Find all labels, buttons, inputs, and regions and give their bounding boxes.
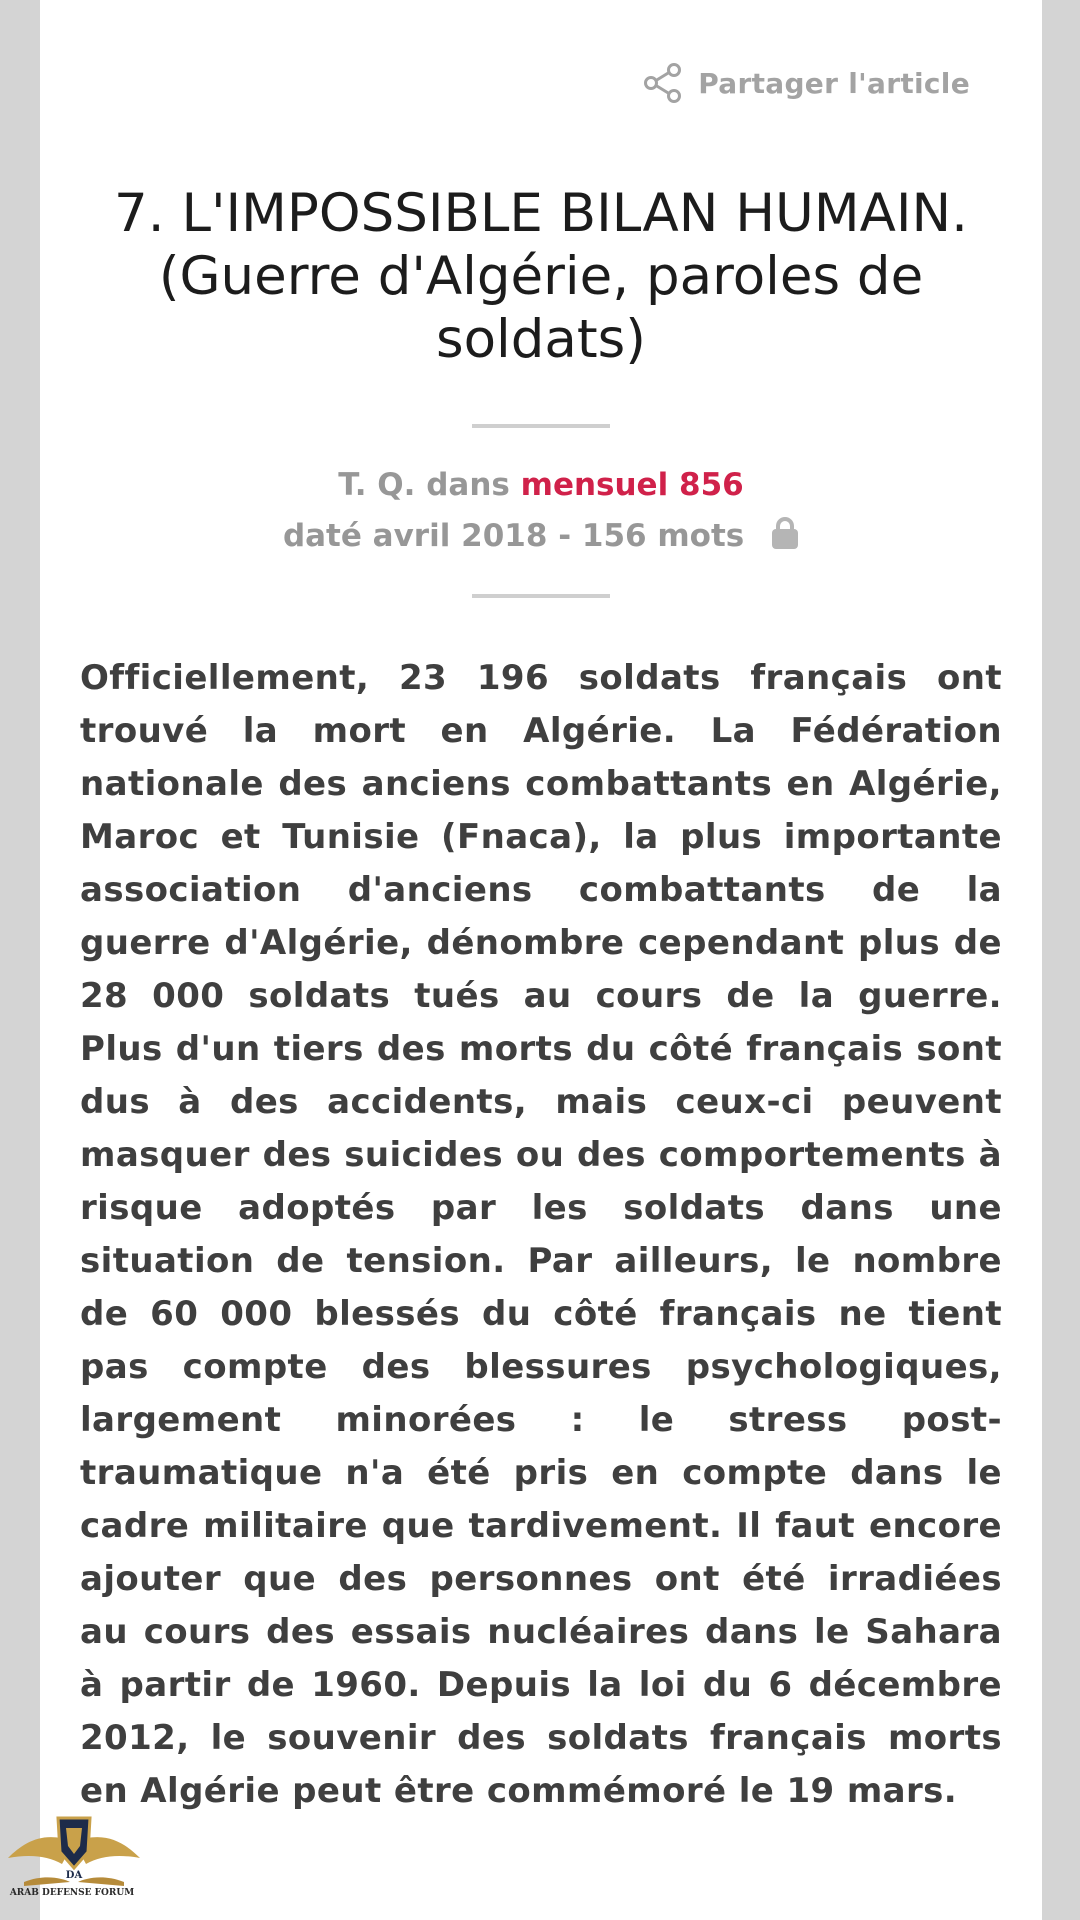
- date-and-wordcount: daté avril 2018 - 156 mots: [282, 518, 745, 554]
- issue-link[interactable]: mensuel 856: [520, 467, 744, 503]
- share-icon: [642, 62, 684, 104]
- article-title: 7. L'IMPOSSIBLE BILAN HUMAIN. (Guerre d'Algérie, paroles de soldats): [114, 183, 968, 370]
- share-label: Partager l'article: [698, 66, 970, 100]
- watermark-caption: ARAB DEFENSE FORUM: [9, 1888, 135, 1898]
- eagle-shield-logo: [4, 1812, 144, 1918]
- date-line: [40, 516, 1042, 554]
- article-page: [40, 0, 1042, 1920]
- divider-top: [472, 424, 610, 428]
- divider-bottom: [472, 594, 610, 598]
- share-article-button[interactable]: [642, 62, 970, 104]
- svg-text:DA: DA: [65, 1870, 83, 1881]
- article-body: Officiellement, 23 196 soldats français ont trouvé la mort en Algérie. La Fédération nationale des anciens combattants en Algérie, Maroc et Tunisie (Fnaca), la plus importante association d'anciens combattants de la guerre d'Algérie, dénombre cependant plus de 28 000 soldats tués au cours de la guerre. Plus d'un tiers des morts du côté français sont dus à des accidents, mais ceux-ci peuvent masquer des suicides ou des comportements à risque adoptés par les soldats dans une situation de tension. Par ailleurs, le nombre de 60 000 blessés du côté français ne tient pas compte des blessures psychologiques, largement minorées : le stress post-traumatique n'a été pris en compte dans le cadre militaire que tardivement. Il faut encore ajouter que des personnes ont été irradiées au cours des essais nucléaires dans le Sahara à partir de 1960. Depuis la loi du 6 décembre 2012, le souvenir des soldats français morts en Algérie peut être commémoré le 19 mars.: [80, 658, 1002, 1811]
- byline: [40, 467, 1042, 503]
- lock-icon: [771, 516, 799, 550]
- author-prefix: T. Q. dans: [338, 467, 521, 503]
